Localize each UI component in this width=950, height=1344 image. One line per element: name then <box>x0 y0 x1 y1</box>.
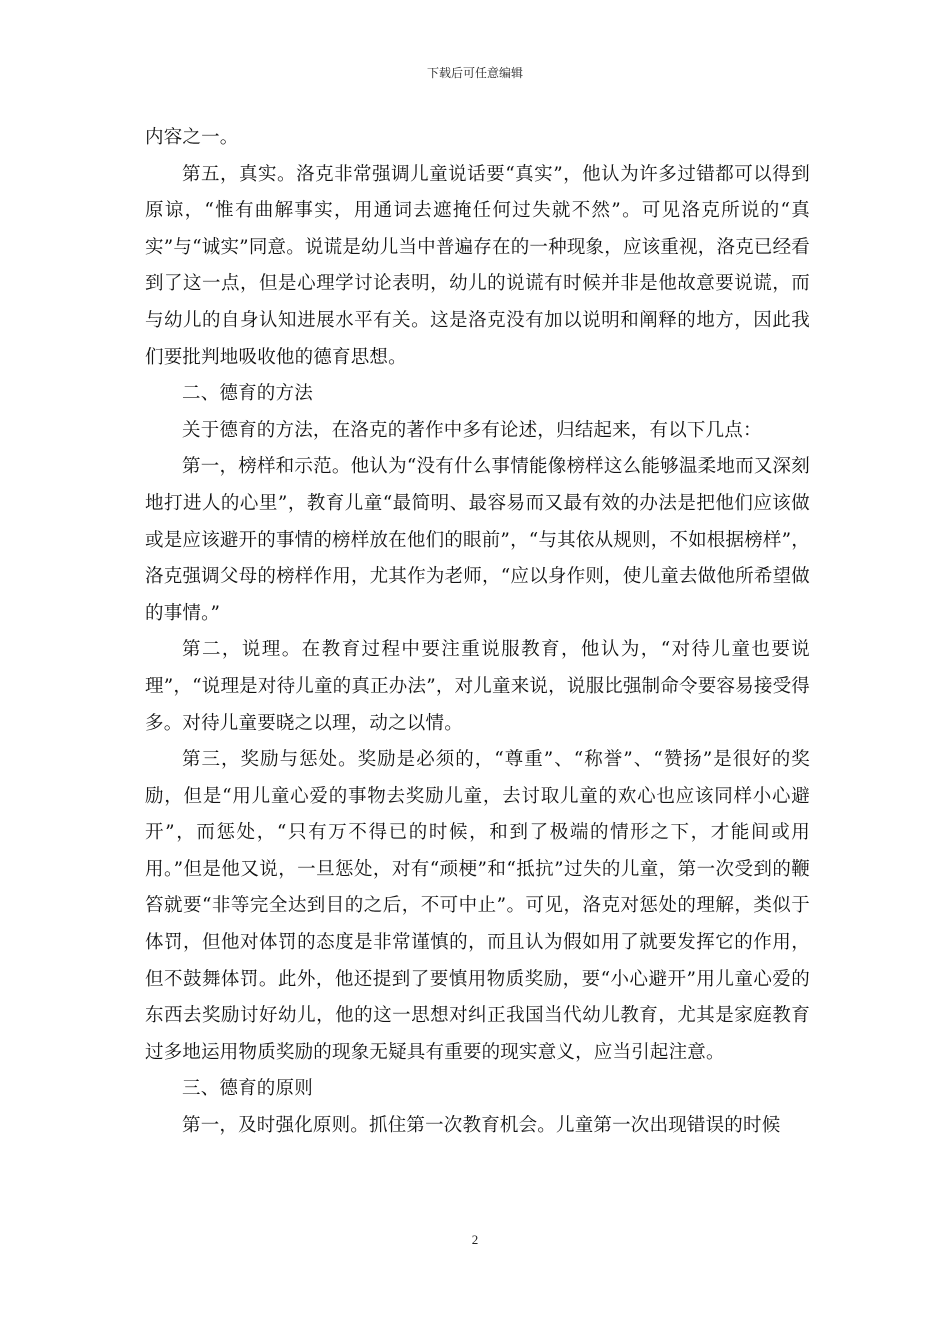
paragraph-first-principle: 第一，及时强化原则。抓住第一次教育机会。儿童第一次出现错误的时候 <box>182 1115 781 1137</box>
paragraph-second-reasoning: 第二，说理。在教育过程中要注重说服教育，他认为，“对待儿童也要说理”，“说理是对待儿童的真正办法”，对儿童来说，说服比强制命令要容易接受得多。对待儿童要晓之以理，动之以情。 <box>145 639 810 734</box>
paragraph-fifth-truth: 第五，真实。洛克非常强调儿童说话要“真实”，他认为许多过错都可以得到原谅，“惟有曲解事实，用通词去遮掩任何过失就不然”。可见洛克所说的“真实”与“诚实”同意。说谎是幼儿当中普遍存在的一种现象，应该重视，洛克已经看到了这一点，但是心理学讨论表明，幼儿的说谎有时候并非是他故意要说谎，而与幼儿的自身认知进展水平有关。这是洛克没有加以说明和阐释的地方，因此我们要批判地吸收他的德育思想。 <box>145 163 810 368</box>
page-number: 2 <box>471 1232 479 1247</box>
paragraph-first-example: 第一，榜样和示范。他认为“没有什么事情能像榜样这么能够温柔地而又深刻地打进人的心里”，教育儿童“最简明、最容易而又最有效的办法是把他们应该做或是应该避开的事情的榜样放在他们的眼前”，“与其依从规则，不如根据榜样”，洛克强调父母的榜样作用，尤其作为老师，“应以身作则，使儿童去做他所希望做的事情。” <box>145 456 810 624</box>
page-header: 下载后可任意编辑 <box>426 66 523 80</box>
section-heading-methods: 二、德育的方法 <box>182 383 313 405</box>
paragraph-third-reward-punishment: 第三，奖励与惩处。奖励是必须的，“尊重”、“称誉”、“赞扬”是很好的奖励，但是“用儿童心爱的事物去奖励儿童，去讨取儿童的欢心也应该同样小心避开”，而惩处，“只有万不得已的时候，和到了极端的情形之下，才能间或用用。”但是他又说，一旦惩处，对有“顽梗”和“抵抗”过失的儿童，第一次受到的鞭笞就要“非等完全达到目的之后，不可中止”。可见，洛克对惩处的理解，类似于体罚，但他对体罚的态度是非常谨慎的，而且认为假如用了就要发挥它的作用，但不鼓舞体罚。此外，他还提到了要慎用物质奖励，要“小心避开”用儿童心爱的东西去奖励讨好幼儿，他的这一思想对纠正我国当代幼儿教育，尤其是家庭教育过多地运用物质奖励的现象无疑具有重要的现实意义，应当引起注意。 <box>145 749 810 1063</box>
document-body <box>145 120 810 1145</box>
paragraph-methods-intro: 关于德育的方法，在洛克的著作中多有论述，归结起来，有以下几点： <box>182 419 762 441</box>
section-heading-principles: 三、德育的原则 <box>182 1078 313 1100</box>
paragraph-continuation: 内容之一。 <box>145 127 239 148</box>
